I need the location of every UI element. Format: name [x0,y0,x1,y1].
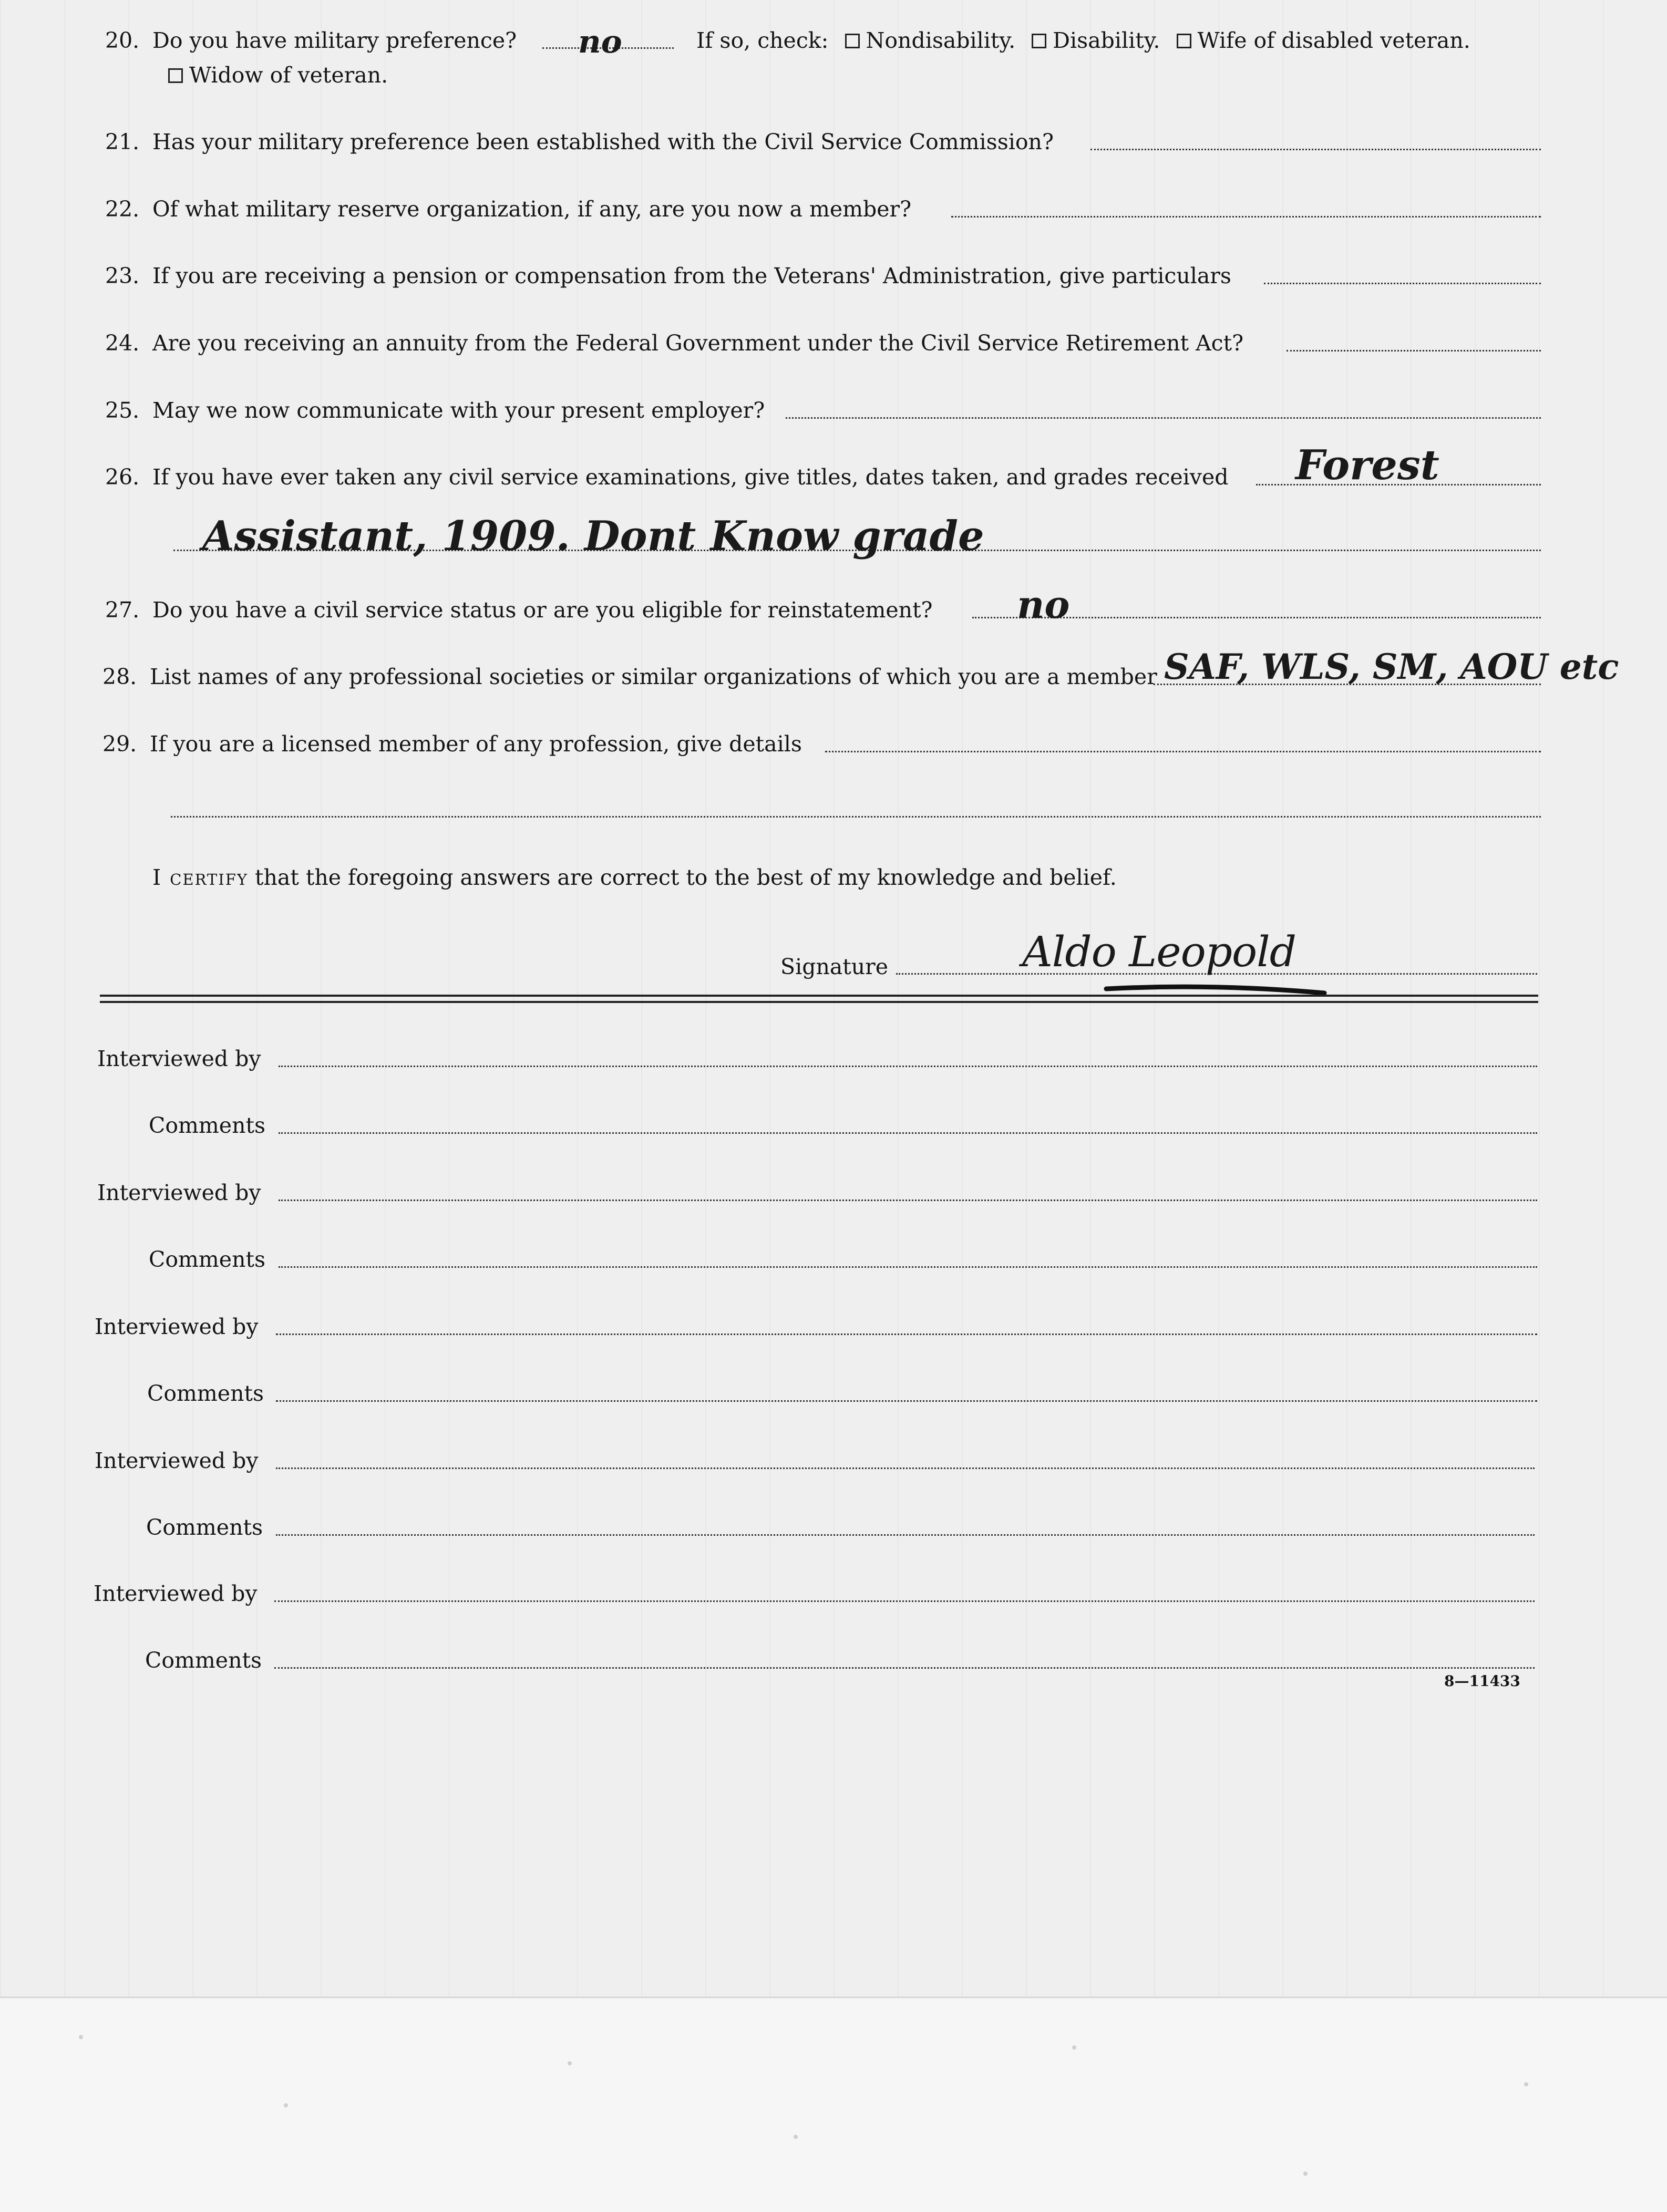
signature-label: Signature [780,954,889,979]
q26-answer-1: Forest [1295,441,1439,489]
comments-label: Comments [147,1381,264,1406]
q23-answer-line [1264,283,1541,284]
q20-answer: no [578,24,622,60]
comments-line[interactable] [279,1266,1537,1268]
disability-checkbox[interactable] [1032,34,1046,48]
signature: Aldo Leopold [1022,927,1296,976]
q20-options: If so, check: Nondisability. Disability. Wife of disabled veteran. [696,28,1470,53]
dust-speck [79,2035,83,2039]
certification-statement: I certify that the foregoing answers are correct to the best of my knowledge and belief. [152,865,1117,890]
q28-answer: SAF, WLS, SM, AOU etc [1164,646,1619,687]
q29-answer-line-2 [171,816,1541,818]
scan-margin [0,1998,1667,2212]
wife-of-disabled-veteran-checkbox[interactable] [1177,34,1191,48]
question-20: 20. Do you have military preference? [105,28,517,53]
dust-speck [284,2103,288,2107]
interviewed-by-line[interactable] [274,1600,1535,1602]
q27-answer: no [1017,582,1070,627]
interviewed-by-label: Interviewed by [95,1314,259,1339]
interviewed-by-line[interactable] [276,1467,1535,1469]
interviewed-by-line[interactable] [276,1334,1537,1335]
separator-rule-1 [100,995,1538,997]
interviewed-by-line[interactable] [279,1066,1537,1067]
interviewed-by-label: Interviewed by [97,1046,261,1071]
dust-speck [1303,2172,1308,2176]
comments-label: Comments [145,1648,262,1673]
comments-line[interactable] [276,1400,1537,1402]
comments-label: Comments [146,1515,263,1540]
form-number: 8—11433 [1444,1672,1520,1690]
separator-rule-2 [100,1001,1538,1003]
comments-line[interactable] [279,1132,1537,1134]
dust-speck [794,2135,798,2139]
question-29: 29. If you are a licensed member of any profession, give details [102,731,802,757]
comments-line[interactable] [274,1667,1535,1669]
nondisability-checkbox[interactable] [845,34,860,48]
q22-answer-line [951,216,1541,218]
q21-answer-line [1090,149,1541,150]
q26-answer-2: Assistant, 1909. Dont Know grade [202,512,984,560]
q29-answer-line-1 [825,751,1541,752]
comments-line[interactable] [276,1534,1535,1536]
question-27: 27. Do you have a civil service status or are you eligible for reinstatement? [105,597,933,623]
question-25: 25. May we now communicate with your present employer? [105,398,765,423]
q24-answer-line [1287,350,1541,352]
interviewed-by-label: Interviewed by [97,1180,261,1205]
question-28: 28. List names of any professional societies or similar organizations of which you are a member [102,664,1157,689]
interviewed-by-line[interactable] [279,1200,1537,1201]
question-24: 24. Are you receiving an annuity from the Federal Government under the Civil Service Retirement Act? [105,330,1244,356]
interviewed-by-label: Interviewed by [94,1581,258,1606]
question-21: 21. Has your military preference been established with the Civil Service Commission? [105,129,1054,154]
dust-speck [1072,2045,1076,2050]
q20-options-2: Widow of veteran. [168,62,388,88]
comments-label: Comments [149,1247,265,1272]
comments-label: Comments [149,1113,265,1138]
question-23: 23. If you are receiving a pension or compensation from the Veterans' Administration, give particulars [105,263,1231,288]
question-22: 22. Of what military reserve organization, if any, are you now a member? [105,197,912,222]
widow-of-veteran-checkbox[interactable] [168,68,183,83]
q25-answer-line [786,417,1541,419]
question-26: 26. If you have ever taken any civil service examinations, give titles, dates taken, and grades received [105,464,1229,490]
interviewed-by-label: Interviewed by [95,1448,259,1473]
dust-speck [1524,2082,1528,2086]
dust-speck [568,2061,572,2065]
